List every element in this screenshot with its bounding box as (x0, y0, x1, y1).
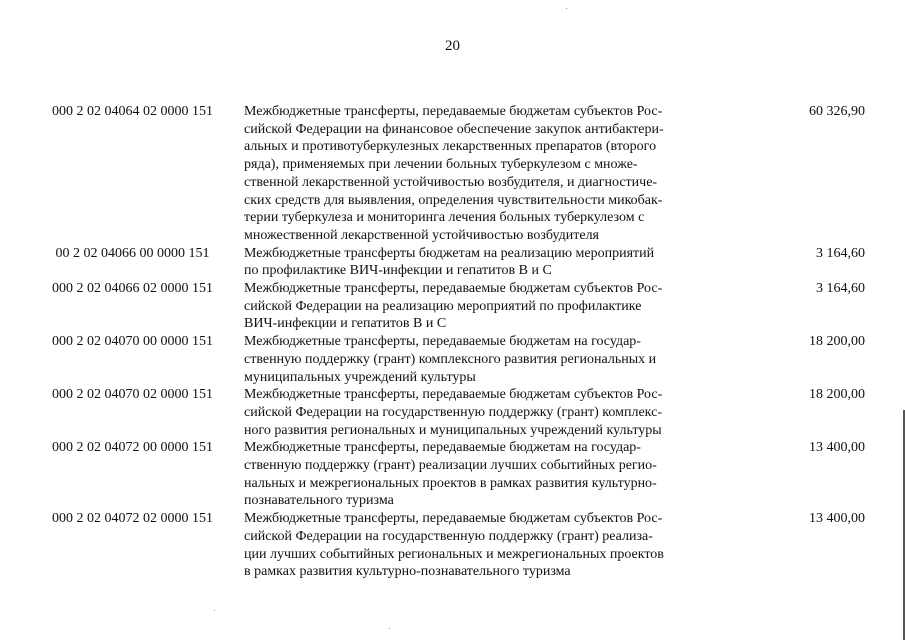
description-line: сийской Федерации на реализацию мероприятий по профилактике (244, 298, 642, 314)
description-line: Межбюджетные трансферты, передаваемые бюджетам на государ- (244, 440, 641, 456)
table-row (0, 510, 905, 581)
page-number: 20 (445, 38, 460, 54)
budget-code: 000 2 02 04072 00 0000 151 (52, 440, 213, 456)
amount: 18 200,00 (809, 387, 865, 403)
description-line: Межбюджетные трансферты, передаваемые бюджетам на государ- (244, 334, 641, 350)
description-line: альных и противотуберкулезных лекарственных препаратов (второго (244, 139, 657, 155)
budget-code: 00 2 02 04066 00 0000 151 (55, 245, 210, 261)
row-description (244, 439, 714, 510)
description-line: множественной лекарственной устойчивостью возбудителя (244, 227, 599, 243)
description-line: сийской Федерации на государственную поддержку (грант) комплекс- (244, 404, 662, 420)
description-line: Межбюджетные трансферты, передаваемые бюджетам субъектов Рос- (244, 281, 663, 297)
description-line: терии туберкулеза и мониторинга лечения больных туберкулезом с (244, 210, 645, 226)
scan-speck (214, 610, 215, 611)
budget-code: 000 2 02 04072 02 0000 151 (52, 511, 213, 527)
budget-code: 000 2 02 04066 02 0000 151 (52, 281, 213, 297)
description-line: ственную поддержку (грант) реализации лучших событийных регио- (244, 458, 657, 474)
row-description (244, 333, 714, 386)
table-row (0, 245, 905, 280)
description-line: Межбюджетные трансферты, передаваемые бюджетам субъектов Рос- (244, 104, 663, 119)
description-line: ственной лекарственной устойчивостью возбудителя, и диагностиче- (244, 174, 658, 190)
description-line: ции лучших событийных региональных и межрегиональных проектов (244, 546, 664, 562)
table-row (0, 103, 905, 245)
budget-code: 000 2 02 04064 02 0000 151 (52, 104, 213, 119)
row-description (244, 245, 714, 280)
description-line: нальных и межрегиональных проектов в рамках развития культурно- (244, 475, 657, 491)
description-line: ВИЧ-инфекции и гепатитов В и С (244, 316, 447, 332)
scan-speck (389, 628, 390, 629)
description-line: в рамках развития культурно-познавательного туризма (244, 564, 571, 580)
description-line: познавательного туризма (244, 493, 394, 509)
budget-code: 000 2 02 04070 02 0000 151 (52, 387, 213, 403)
budget-table (0, 103, 905, 581)
description-line: Межбюджетные трансферты бюджетам на реализацию мероприятий (244, 245, 655, 261)
row-description (244, 103, 714, 245)
amount: 3 164,60 (816, 281, 865, 297)
table-row (0, 280, 905, 333)
row-description (244, 386, 714, 439)
row-description (244, 510, 714, 581)
budget-code: 000 2 02 04070 00 0000 151 (52, 334, 213, 350)
scan-speck (566, 8, 567, 9)
table-row (0, 333, 905, 386)
description-line: ного развития региональных и муниципальных учреждений культуры (244, 422, 662, 438)
description-line: сийской Федерации на государственную поддержку (грант) реализа- (244, 528, 653, 544)
description-line: сийской Федерации на финансовое обеспечение закупок антибактери- (244, 121, 664, 137)
amount: 18 200,00 (809, 334, 865, 350)
description-line: муниципальных учреждений культуры (244, 369, 476, 385)
description-line: Межбюджетные трансферты, передаваемые бюджетам субъектов Рос- (244, 387, 663, 403)
amount: 60 326,90 (809, 104, 865, 119)
table-row (0, 439, 905, 510)
row-description (244, 280, 714, 333)
description-line: по профилактике ВИЧ-инфекции и гепатитов В и С (244, 263, 552, 279)
amount: 13 400,00 (809, 511, 865, 527)
description-line: ряда), применяемых при лечении больных туберкулезом с множе- (244, 157, 638, 173)
description-line: ских средств для выявления, определения чувствительности микобак- (244, 192, 663, 208)
amount: 3 164,60 (816, 245, 865, 261)
amount: 13 400,00 (809, 440, 865, 456)
table-row (0, 386, 905, 439)
description-line: Межбюджетные трансферты, передаваемые бюджетам субъектов Рос- (244, 511, 663, 527)
description-line: ственную поддержку (грант) комплексного развития региональных и (244, 351, 657, 367)
